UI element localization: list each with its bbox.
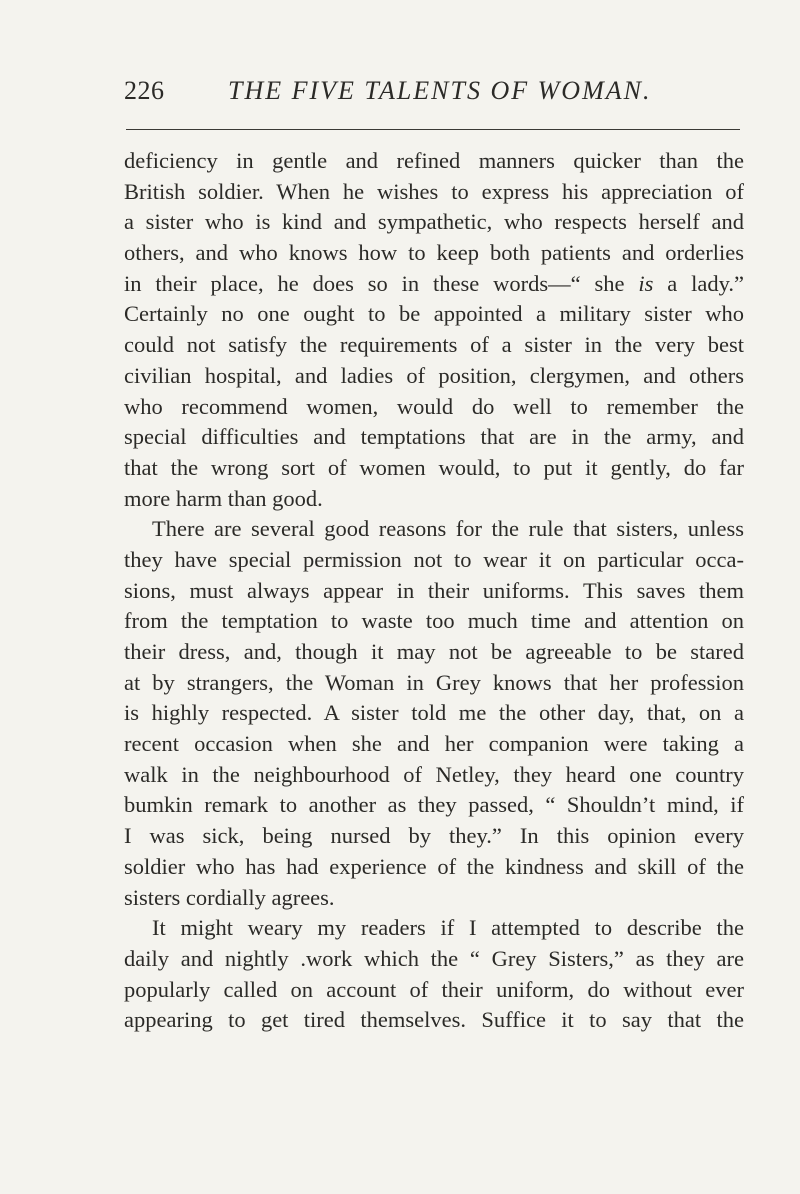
text-line: their dress, and, though it may not be agreeable to be stared [124,639,744,664]
text-line: at by strangers, the Woman in Grey knows that her profession [124,669,744,695]
text-line: sisters cordially agrees. [124,884,335,910]
text-line: I was sick, being nursed by they.” In this opinion every [124,823,744,849]
text-line: British soldier. When he wishes to express his appreciation of [124,178,744,204]
text-line: more harm than good. [124,485,323,511]
body-text [124,146,744,1036]
text-line: popularly called on account of their uniform, do without ever [124,976,744,1002]
running-head: THE FIVE TALENTS OF WOMAN. [228,76,652,105]
text-line: deficiency in gentle and refined manners quicker than the [124,148,744,173]
text-line: that the wrong sort of women would, to put it gently, do far [124,454,744,480]
text-line: appearing to get tired themselves. Suffice it to say that the [124,1007,744,1033]
text-line: from the temptation to waste too much time and attention on [124,608,744,634]
header-rule [126,129,740,130]
text-line: is highly respected. A sister told me the other day, that, on a [124,700,744,726]
text-line: recent occasion when she and her companion were taking a [124,731,744,757]
text-line: they have special permission not to wear it on particular occa- [124,546,744,572]
text-line: could not satisfy the requirements of a sister in the very best [124,332,744,358]
text-line: in their place, he does so in these words—“ she is a lady.” [124,270,744,296]
text-line: walk in the neighbourhood of Netley, they heard one country [124,761,744,787]
text-line: a sister who is kind and sympathetic, who respects herself and [124,209,744,235]
text-line: bumkin remark to another as they passed, “ Shouldn’t mind, if [124,792,744,818]
emphasis: is [638,270,654,296]
text-line: daily and nightly .work which the “ Grey Sisters,” as they are [124,945,744,971]
page-number: 226 [124,76,165,105]
page-header [124,76,744,116]
text-line: It might weary my readers if I attempted to describe the [152,915,744,941]
text-line: who recommend women, would do well to remember the [124,393,744,419]
text-line: special difficulties and temptations that are in the army, and [124,424,744,450]
text-line: sions, must always appear in their uniforms. This saves them [124,577,744,603]
text-line: others, and who knows how to keep both patients and orderlies [124,240,744,266]
text-line: There are several good reasons for the rule that sisters, unless [152,516,744,542]
text-line: soldier who has had experience of the kindness and skill of the [124,853,744,879]
text-line: civilian hospital, and ladies of position, clergymen, and others [124,362,744,388]
text-line: Certainly no one ought to be appointed a military sister who [124,301,744,327]
